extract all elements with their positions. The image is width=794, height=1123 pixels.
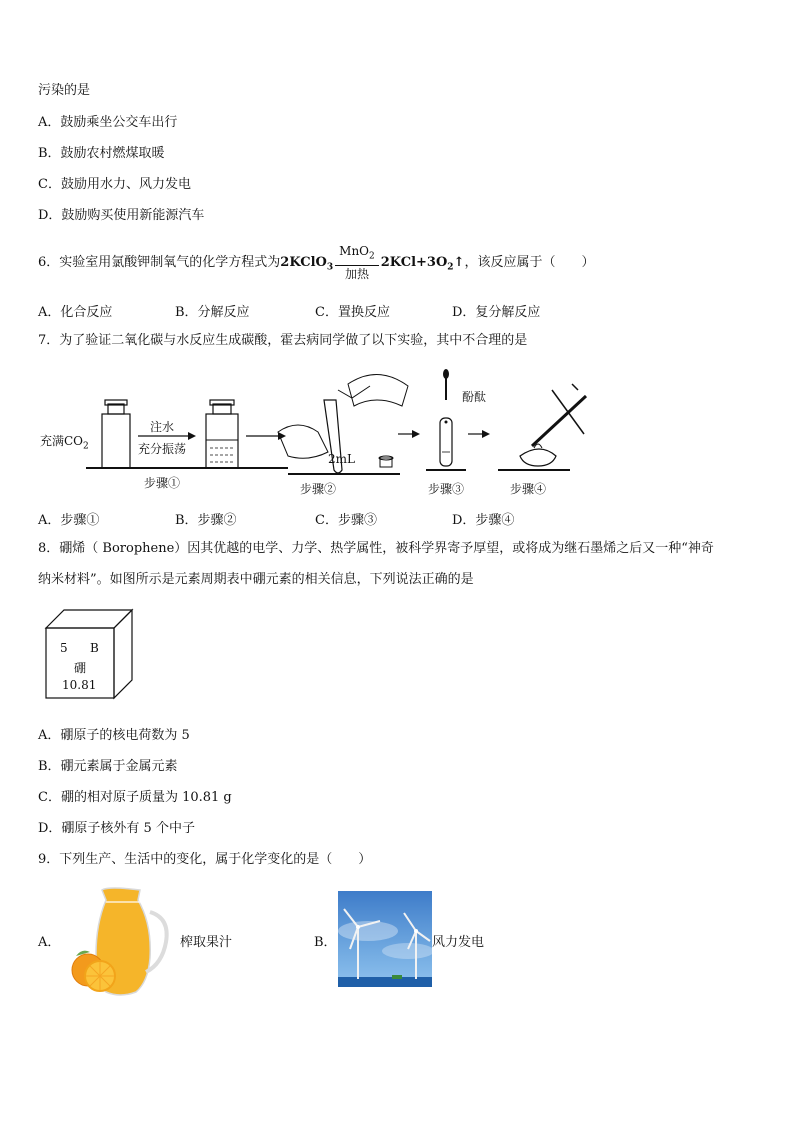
question-6-stem [38, 238, 594, 293]
q6-option-c: C．置换反应 [315, 305, 390, 320]
step-4-label: 步骤④ [510, 482, 547, 496]
q5-option-b: B．鼓励农村燃煤取暖 [38, 146, 165, 161]
step-2-label: 步骤② [300, 482, 337, 496]
q7-experiment-figure [38, 360, 598, 500]
q6-options [38, 301, 758, 319]
q8-option-d: D．硼原子核外有 5 个中子 [38, 821, 195, 836]
q6-reactant: 2KClO$_3$ [280, 255, 334, 273]
atomic-mass: 10.81 [62, 678, 97, 692]
co2-bottle-label: 充满$CO_2$ [40, 434, 89, 452]
wind-turbine-image [338, 891, 432, 987]
shake-label: 充分振荡 [138, 442, 187, 456]
question-7-stem: 7．为了验证二氧化碳与水反应生成碳酸，霍去病同学做了以下实验，其中不合理的是 [38, 333, 528, 348]
q7-options [38, 509, 758, 527]
wind-turbines-icon [338, 891, 432, 987]
q7-option-c: C．步骤③ [315, 513, 377, 528]
q7-option-d: D．步骤④ [452, 513, 515, 528]
question-9-stem: 9．下列生产、生活中的变化，属于化学变化的是（ ） [38, 852, 372, 867]
q9-option-b-letter: B． [314, 935, 337, 950]
q9-option-b-text: 风力发电 [432, 935, 485, 950]
boron-element-card [44, 608, 136, 700]
atomic-number: 5 [60, 641, 68, 655]
q6-products: $2KCl+3O_2↑$ [380, 255, 465, 273]
q6-option-d: D．复分解反应 [452, 305, 541, 320]
step-3-label: 步骤③ [428, 482, 465, 496]
juice-pitcher-image [66, 884, 178, 998]
q8-option-c: C．硼的相对原子质量为 10.81 g [38, 790, 232, 805]
question-8-line-1: 8．硼烯（ Borophene）因其优越的电学、力学、热学属性，被科学界寄予厚望，或将成为继石墨烯之后又一种“神奇 [38, 541, 714, 556]
element-name: 硼 [74, 661, 87, 675]
q6-option-b: B．分解反应 [175, 305, 250, 320]
question-8-line-2: 纳米材料”。如图所示是元素周期表中硼元素的相关信息，下列说法正确的是 [38, 572, 474, 587]
experiment-steps-illustration [38, 360, 598, 500]
q5-option-d: D．鼓励购买使用新能源汽车 [38, 208, 205, 223]
q6-condition-fraction: $\frac{MnO_2}{\text{加热}}$ [335, 243, 379, 281]
q6-suffix: ，该反应属于（ ） [464, 255, 595, 270]
q9-option-a-letter: A． [38, 935, 61, 950]
q9-option-a-text: 榨取果汁 [180, 935, 233, 950]
q8-option-b: B．硼元素属于金属元素 [38, 759, 178, 774]
juice-pitcher-icon [66, 884, 178, 998]
q6-option-a: A．化合反应 [38, 305, 113, 320]
question-5-stem-tail: 污染的是 [38, 83, 91, 98]
q7-option-b: B．步骤② [175, 513, 237, 528]
q5-option-a: A．鼓励乘坐公交车出行 [38, 115, 178, 130]
q7-option-a: A．步骤① [38, 513, 100, 528]
volume-label: 2mL [328, 452, 355, 466]
q5-option-c: C．鼓励用水力、风力发电 [38, 177, 191, 192]
q6-prefix: 6．实验室用氯酸钾制氧气的化学方程式为 [38, 255, 281, 270]
q8-option-a: A．硼原子的核电荷数为 5 [38, 728, 190, 743]
add-water-label: 注水 [150, 420, 175, 434]
step-1-label: 步骤① [144, 476, 181, 490]
phenolphthalein-label: 酚酞 [462, 390, 487, 404]
element-symbol: B [90, 641, 99, 655]
